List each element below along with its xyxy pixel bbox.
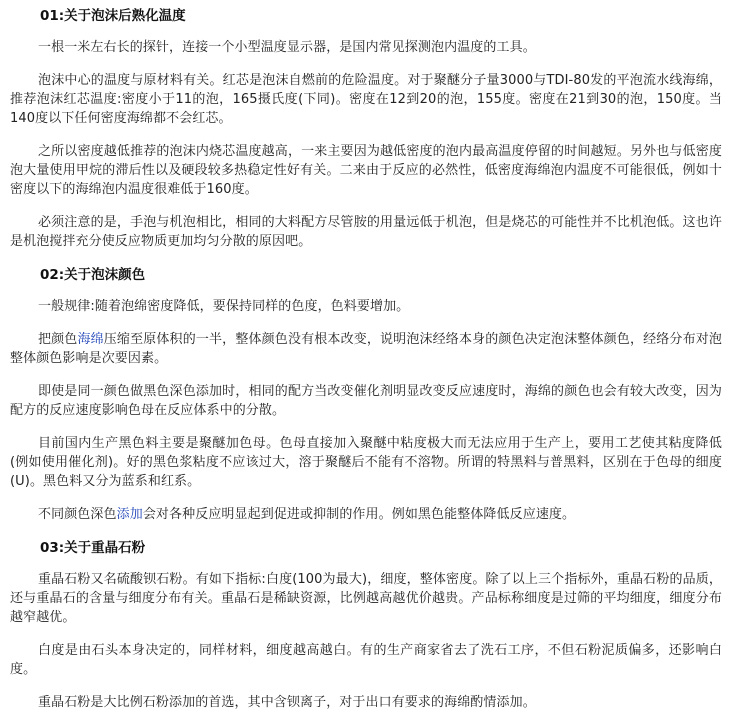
paragraph-text: 不同颜色深色 [38,507,117,522]
paragraph [10,505,722,524]
section-2 [10,265,722,524]
paragraph-text: 把颜色 [38,332,78,347]
section-title: 02:关于泡沫颜色 [40,267,146,283]
paragraph-text: 重晶石粉是大比例石粉添加的首选，其中含钡离子，对于出口有要求的海绵酌情添加。 [38,695,536,710]
paragraph [10,330,722,368]
paragraph [10,434,722,491]
paragraph-text: 会对各种反应明显起到促进或抑制的作用。例如黑色能整体降低反应速度。 [142,507,576,522]
section-1 [10,6,722,251]
paragraph [10,641,722,679]
section-title: 01:关于泡沫后熟化温度 [40,8,186,24]
paragraph-text: 之所以密度越低推荐的泡沫内烧芯温度越高，一来主要因为越低密度的泡内最高温度停留的时间越短。另外也与低密度泡大量使用甲烷的滞后性以及硬段较多热稳定性好有关。二来由于反应的必然性，低密度海绵泡内温度不可能很低，例如十密度以下的海绵泡内温度很难低于160度。 [10,144,722,197]
paragraph-text: 目前国内生产黑色料主要是聚醚加色母。色母直接加入聚醚中粘度极大而无法应用于生产上，要用工艺使其粘度降低(例如使用催化剂)。好的黑色浆粘度不应该过大，溶于聚醚后不能有不溶物。所谓的特黑料与普黑料，区别在于色母的细度(U)。黑色料又分为蓝系和红系。 [10,436,722,489]
paragraph [10,382,722,420]
paragraph-text: 泡沫中心的温度与原材料有关。红芯是泡沫自燃前的危险温度。对于聚醚分子量3000与TDI-80发的平泡流水线海绵，推荐泡沫红芯温度:密度小于11的泡，165摄氏度(下同)。密度在12到20的泡，155度。密度在21到30的泡，150度。当140度以下任何密度海绵都不会红芯。 [10,73,722,126]
paragraph-text: 一般规律:随着泡绵密度降低，要保持同样的色度，色料要增加。 [38,299,410,314]
section-3 [10,538,722,712]
paragraph-text: 白度是由石头本身决定的，同样材料，细度越高越白。有的生产商家省去了洗石工序，不但石粉泥质偏多，还影响白度。 [10,643,722,677]
paragraph [10,142,722,199]
paragraph-text: 一根一米左右长的探针，连接一个小型温度显示器，是国内常见探测泡内温度的工具。 [38,40,536,55]
section-title: 03:关于重晶石粉 [40,540,146,556]
paragraph [10,38,722,57]
paragraph [10,71,722,128]
paragraph [10,213,722,251]
keyword-link-add[interactable]: 添加 [116,507,143,522]
paragraph-text: 重晶石粉又名硫酸钡石粉。有如下指标:白度(100为最大)，细度，整体密度。除了以上三个指标外，重晶石粉的品质，还与重晶石的含量与细度分布有关。重晶石是稀缺资源，比例越高越优价越贵。产品标称细度是过筛的平均细度，细度分布越窄越优。 [10,572,722,625]
paragraph [10,693,722,712]
paragraph-text: 即使是同一颜色做黑色深色添加时，相同的配方当改变催化剂明显改变反应速度时，海绵的颜色也会有较大改变，因为配方的反应速度影响色母在反应体系中的分散。 [10,384,722,418]
article-body [10,6,722,726]
paragraph [10,570,722,627]
keyword-link-sponge[interactable]: 海绵 [77,332,104,347]
paragraph-text: 必须注意的是，手泡与机泡相比，相同的大料配方尽管胺的用量远低于机泡，但是烧芯的可能性并不比机泡低。这也许是机泡搅拌充分使反应物质更加均匀分散的原因吧。 [10,215,722,249]
paragraph [10,297,722,316]
paragraph-text: 压缩至原体积的一半，整体颜色没有根本改变，说明泡沫经络本身的颜色决定泡沫整体颜色，经络分布对泡整体颜色影响是次要因素。 [10,332,722,366]
